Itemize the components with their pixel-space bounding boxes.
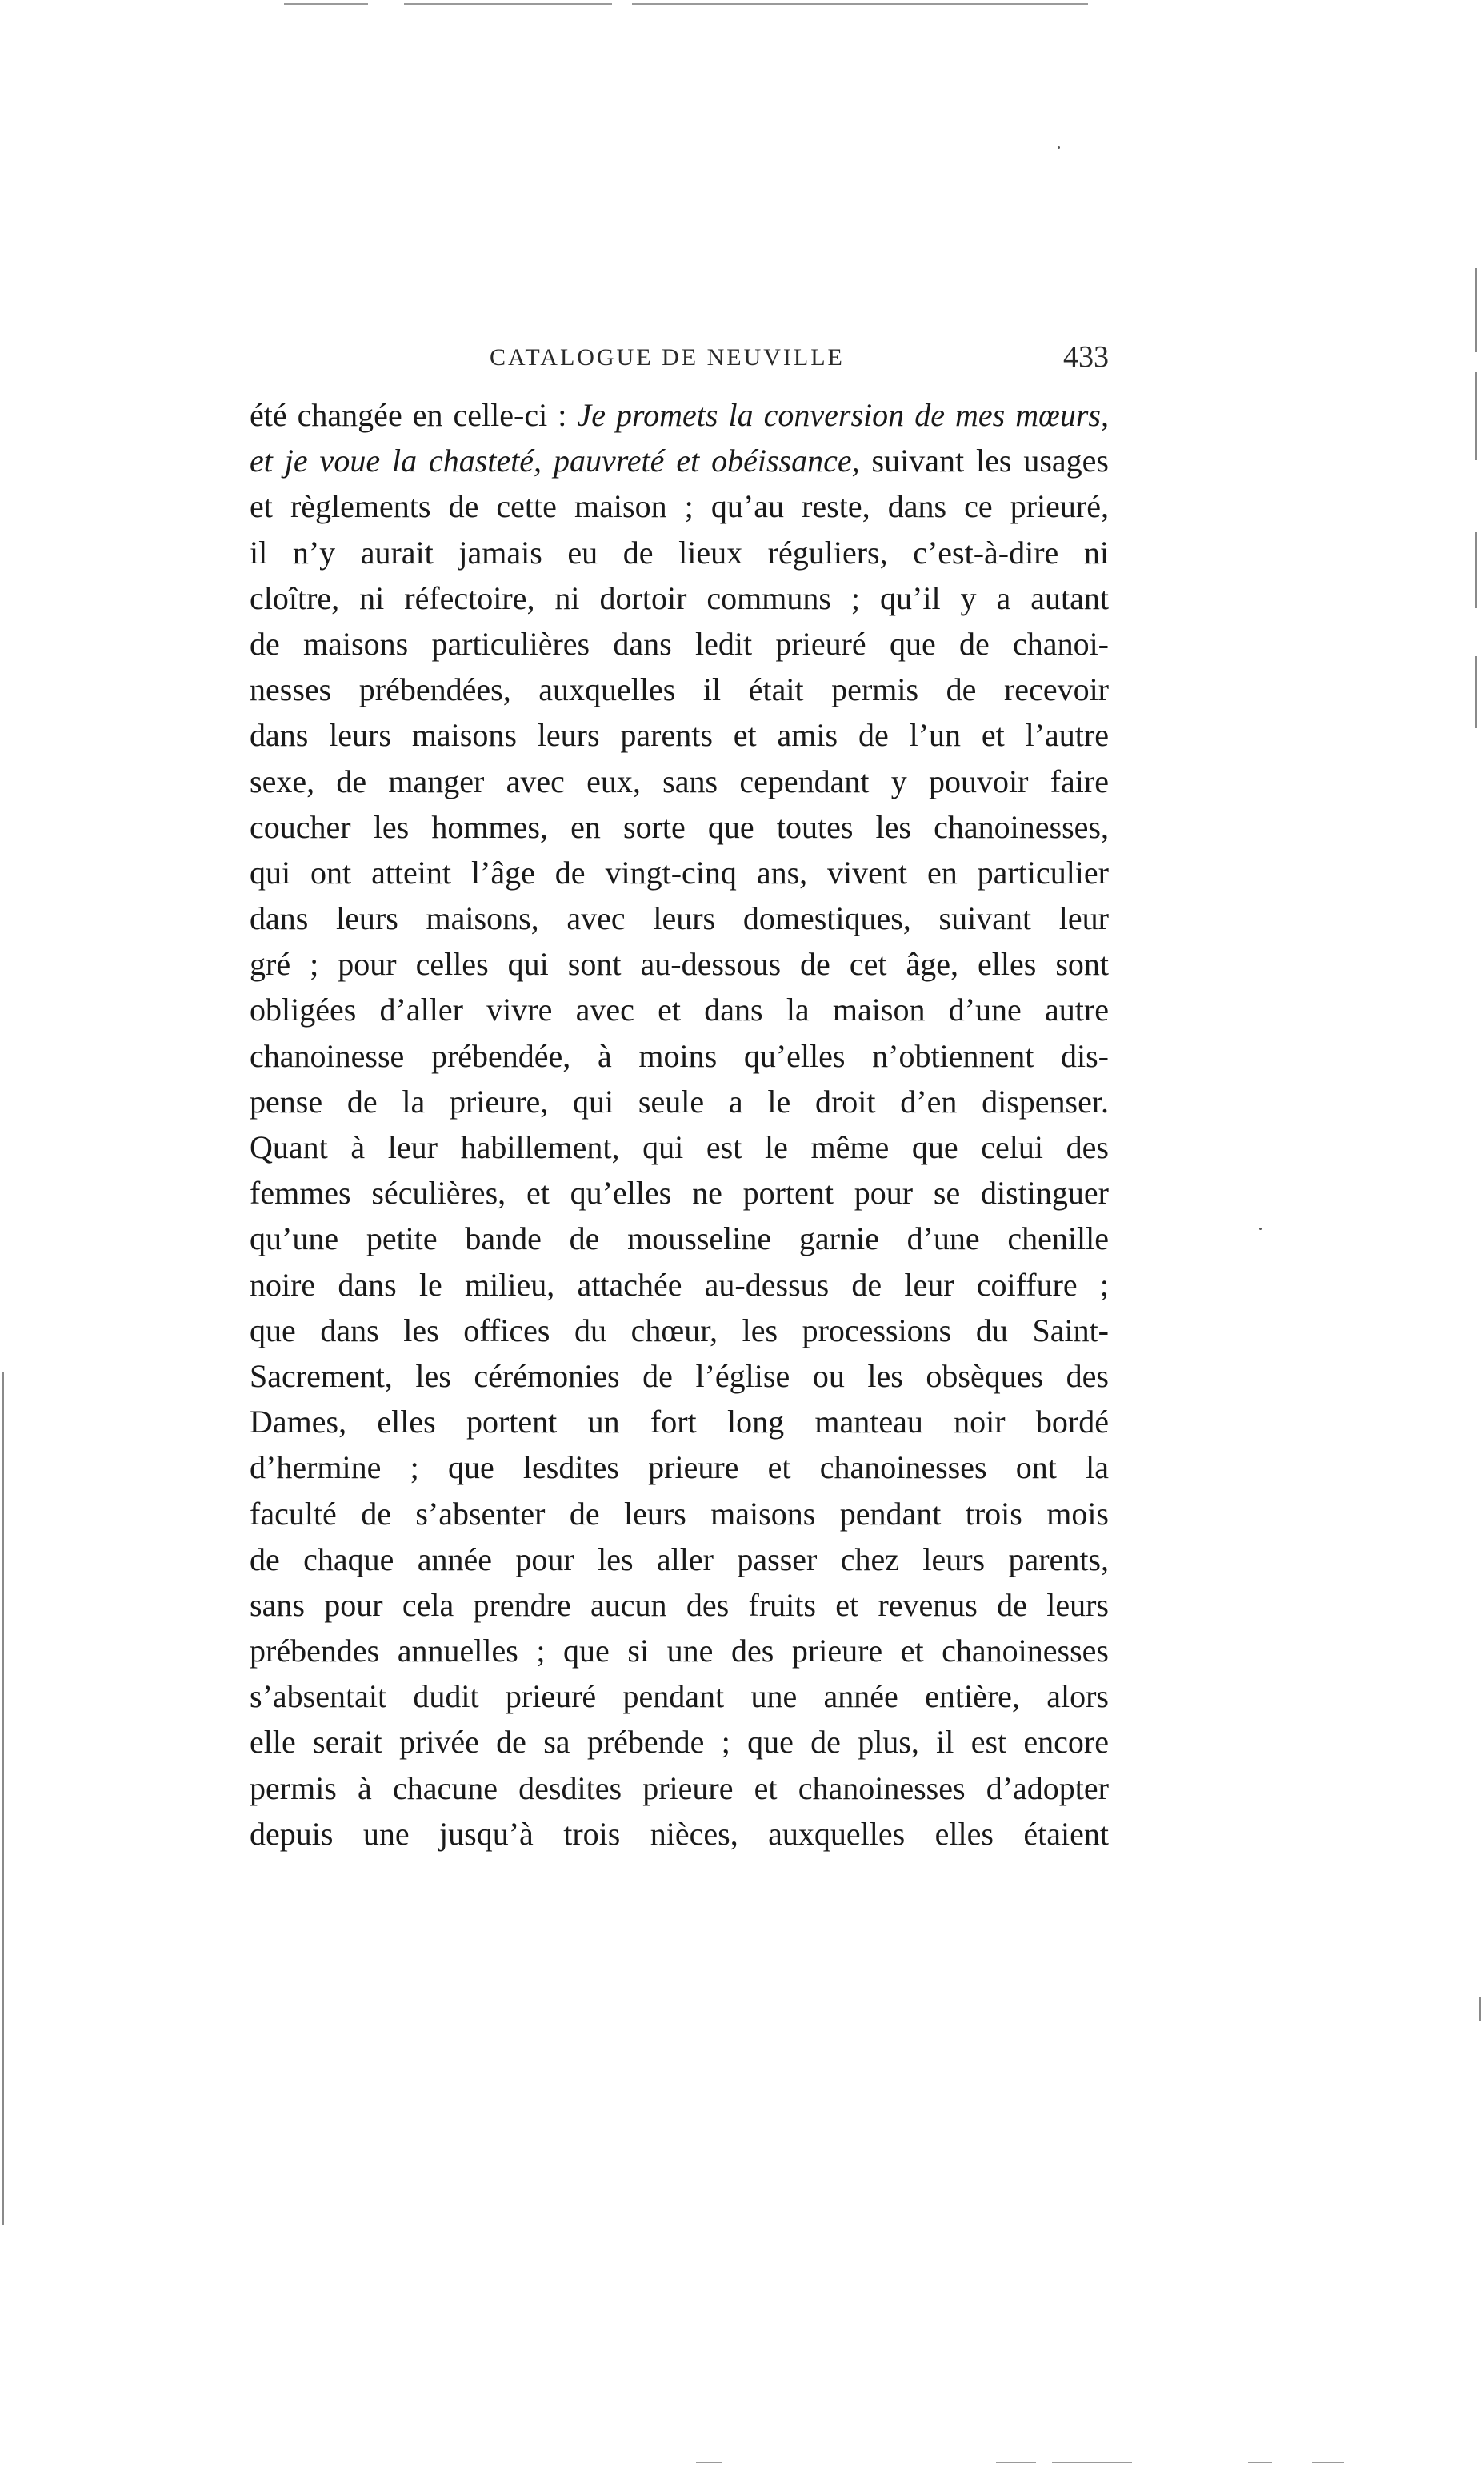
text-line bbox=[250, 1033, 1109, 1079]
text-line bbox=[250, 1399, 1109, 1444]
text-line bbox=[250, 1536, 1109, 1582]
text-roman: prébendes annuelles ; que si une des prieure et chanoinesses bbox=[250, 1633, 1109, 1669]
text-line bbox=[250, 1673, 1109, 1719]
text-roman: suivant les usages bbox=[859, 443, 1109, 479]
text-roman: pense de la prieure, qui seule a le droit d’en dispenser. bbox=[250, 1083, 1109, 1120]
scan-artifact-bottom-rule bbox=[996, 2462, 1036, 2463]
scan-artifact-right-edge bbox=[1475, 532, 1477, 608]
text-line bbox=[250, 392, 1109, 438]
text-line bbox=[250, 1582, 1109, 1628]
text-roman: depuis une jusqu’à trois nièces, auxquelles elles étaient bbox=[250, 1815, 1109, 1852]
text-line bbox=[250, 1216, 1109, 1261]
text-line bbox=[250, 1353, 1109, 1399]
scan-artifact-right-edge bbox=[1475, 268, 1477, 352]
text-roman: dans leurs maisons leurs parents et amis de l’un et l’autre bbox=[250, 717, 1109, 754]
text-roman: Quant à leur habillement, qui est le même que celui des bbox=[250, 1129, 1109, 1165]
text-line bbox=[250, 1811, 1109, 1857]
text-line bbox=[250, 1262, 1109, 1308]
text-roman: de maisons particulières dans ledit prieuré que de chanoi- bbox=[250, 625, 1109, 662]
text-line bbox=[250, 1170, 1109, 1216]
text-line bbox=[250, 987, 1109, 1032]
text-line bbox=[250, 1491, 1109, 1536]
text-roman: que dans les offices du chœur, les processions du Saint- bbox=[250, 1312, 1109, 1348]
text-roman: qu’une petite bande de mousseline garnie d’une chenille bbox=[250, 1220, 1109, 1257]
text-roman: faculté de s’absenter de leurs maisons pendant trois mois bbox=[250, 1495, 1109, 1532]
text-roman: permis à chacune desdites prieure et chanoinesses d’adopter bbox=[250, 1769, 1109, 1806]
scan-artifact-bottom-rule bbox=[1312, 2462, 1344, 2463]
text-line bbox=[250, 530, 1109, 575]
scan-artifact-right-edge bbox=[1475, 656, 1477, 728]
text-roman: elle serait privée de sa prébende ; que de plus, il est encore bbox=[250, 1724, 1109, 1761]
text-roman: gré ; pour celles qui sont au-dessous de cet âge, elles sont bbox=[250, 946, 1109, 983]
text-roman: de chaque année pour les aller passer chez leurs parents, bbox=[250, 1540, 1109, 1577]
text-roman: qui ont atteint l’âge de vingt-cinq ans, vivent en particulier bbox=[250, 854, 1109, 891]
text-line bbox=[250, 1079, 1109, 1124]
text-line bbox=[250, 483, 1109, 529]
scan-artifact-dot bbox=[1259, 1228, 1262, 1230]
text-roman: été changée en celle-ci : bbox=[250, 397, 578, 433]
scan-artifact-bottom-rule bbox=[1248, 2462, 1272, 2463]
scan-artifact-right-edge bbox=[1479, 1997, 1481, 2021]
text-line bbox=[250, 1308, 1109, 1353]
text-roman: cloître, ni réfectoire, ni dortoir communs ; qu’il y a autant bbox=[250, 579, 1109, 616]
text-roman: d’hermine ; que lesdites prieure et chanoinesses ont la bbox=[250, 1449, 1109, 1486]
text-line bbox=[250, 667, 1109, 712]
text-line bbox=[250, 1444, 1109, 1490]
text-roman: Dames, elles portent un fort long manteau noir bordé bbox=[250, 1404, 1109, 1440]
scan-artifact-top-rule bbox=[632, 3, 1088, 5]
text-roman: s’absentait dudit prieuré pendant une année entière, alors bbox=[250, 1678, 1109, 1715]
text-line bbox=[250, 850, 1109, 895]
text-line bbox=[250, 1628, 1109, 1673]
text-roman: dans leurs maisons, avec leurs domestiques, suivant leur bbox=[250, 900, 1109, 937]
text-roman: coucher les hommes, en sorte que toutes les chanoinesses, bbox=[250, 808, 1109, 845]
text-line bbox=[250, 712, 1109, 758]
running-title: CATALOGUE DE NEUVILLE bbox=[490, 344, 845, 371]
text-roman: femmes séculières, et qu’elles ne portent pour se distinguer bbox=[250, 1175, 1109, 1212]
text-line bbox=[250, 1124, 1109, 1170]
scan-artifact-bottom-rule bbox=[696, 2462, 722, 2463]
text-roman: nesses prébendées, auxquelles il était permis de recevoir bbox=[250, 671, 1109, 708]
text-roman: sans pour cela prendre aucun des fruits et revenus de leurs bbox=[250, 1586, 1109, 1623]
page-number: 433 bbox=[1063, 340, 1109, 374]
text-line bbox=[250, 804, 1109, 850]
scan-artifact-top-rule bbox=[284, 3, 368, 5]
text-line bbox=[250, 895, 1109, 941]
text-roman: et règlements de cette maison ; qu’au reste, dans ce prieuré, bbox=[250, 488, 1109, 525]
scan-artifact-left-edge bbox=[2, 1372, 4, 2225]
text-line bbox=[250, 1719, 1109, 1765]
scan-artifact-dot bbox=[1058, 146, 1060, 149]
text-line bbox=[250, 621, 1109, 667]
text-line bbox=[250, 438, 1109, 483]
text-line bbox=[250, 575, 1109, 621]
text-roman: il n’y aurait jamais eu de lieux réguliers, c’est-à-dire ni bbox=[250, 534, 1109, 571]
text-line bbox=[250, 1765, 1109, 1811]
page-header bbox=[250, 338, 1109, 386]
text-line bbox=[250, 941, 1109, 987]
text-roman: obligées d’aller vivre avec et dans la maison d’une autre bbox=[250, 992, 1109, 1028]
text-roman: sexe, de manger avec eux, sans cependant y pouvoir faire bbox=[250, 763, 1109, 799]
scan-artifact-bottom-rule bbox=[1052, 2462, 1132, 2463]
text-italic: et je voue la chasteté, pauvreté et obéissance, bbox=[250, 443, 860, 479]
text-roman: noire dans le milieu, attachée au-dessus de leur coiffure ; bbox=[250, 1266, 1109, 1303]
body-text bbox=[250, 392, 1109, 1857]
text-roman: chanoinesse prébendée, à moins qu’elles n’obtiennent dis- bbox=[250, 1037, 1109, 1074]
scan-artifact-top-rule bbox=[404, 3, 612, 5]
text-line bbox=[250, 759, 1109, 804]
text-roman: Sacrement, les cérémonies de l’église ou les obsèques des bbox=[250, 1357, 1109, 1394]
text-italic: Je promets la conversion de mes mœurs, bbox=[577, 397, 1109, 433]
scan-artifact-right-edge bbox=[1475, 372, 1477, 460]
